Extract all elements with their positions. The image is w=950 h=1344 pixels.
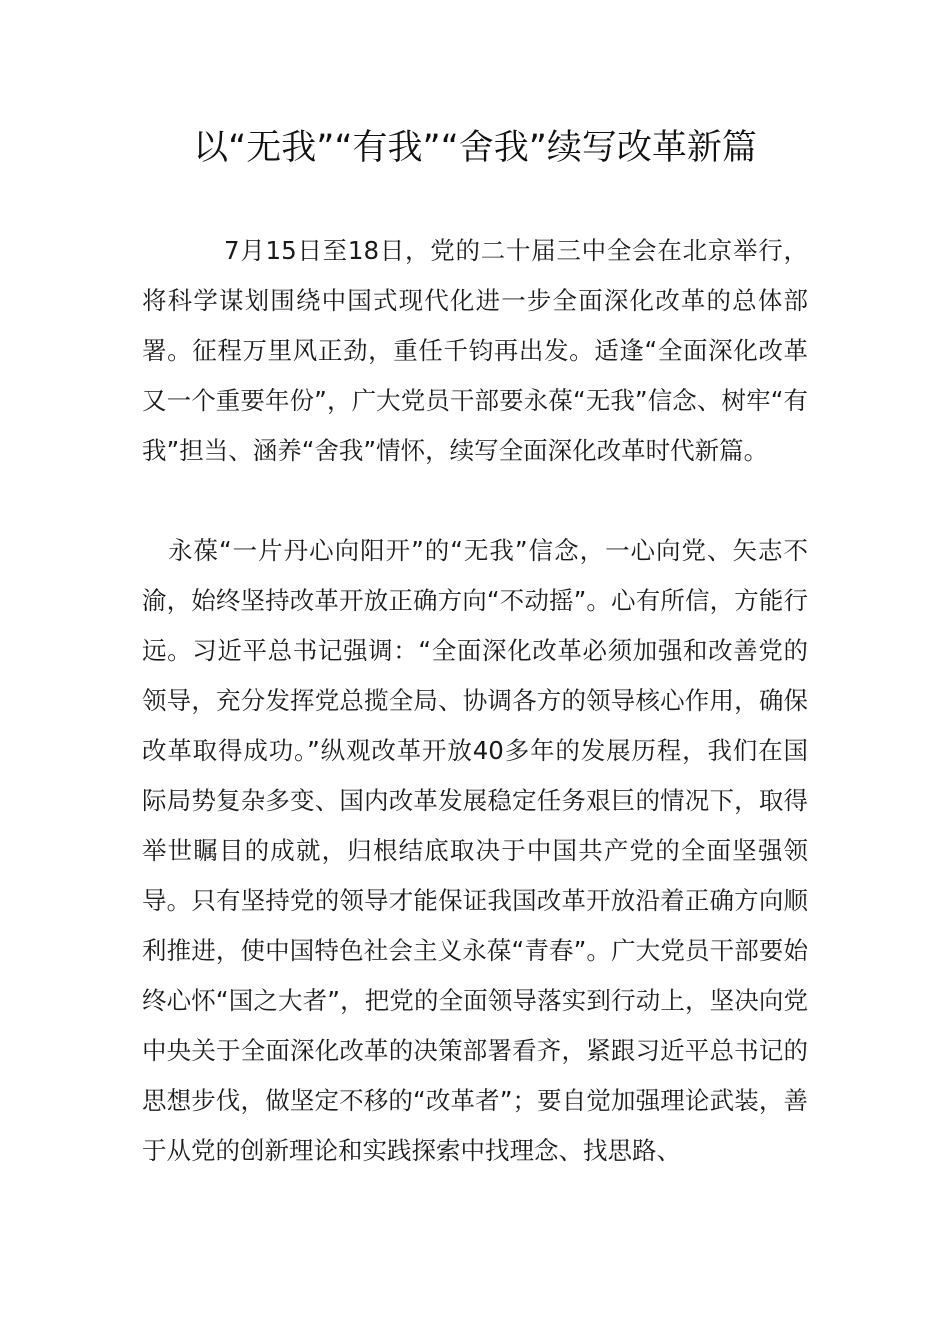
paragraph-2: 永葆“一片丹心向阳开”的“无我”信念，一心向党、矢志不渝，始终坚持改革开放正确方向“不动摇”。心有所信，方能行远。习近平总书记强调：“全面深化改革必须加强和改善党的领导，充分发挥党总揽全局、协调各方的领导核心作用，确保改革取得成功。”纵观改革开放40多年的发展历程，我们在国际局势复杂多变、国内改革发展稳定任务艰巨的情况下，取得举世瞩目的成就，归根结底取决于中国共产党的全面坚强领导。只有坚持党的领导才能保证我国改革开放沿着正确方向顺利推进，使中国特色社会主义永葆“青春”。广大党员干部要始终心怀“国之大者”，把党的全面领导落实到行动上，坚决向党中央关于全面深化改革的决策部署看齐，紧跟习近平总书记的思想步伐，做坚定不移的“改革者”；要自觉加强理论武装，善于从党的创新理论和实践探索中找理念、找思路、	[142, 536, 808, 1165]
paragraph-1: 7月15日至18日，党的二十届三中全会在北京举行，将科学谋划围绕中国式现代化进一步全面深化改革的总体部署。征程万里风正劲，重任千钧再出发。适逢“全面深化改革又一个重要年份”，广大党员干部要永葆“无我”信念、树牢“有我”担当、涵养“舍我”情怀，续写全面深化改革时代新篇。	[142, 236, 808, 465]
document-title: 以“无我”“有我”“舍我”续写改革新篇	[193, 128, 757, 168]
